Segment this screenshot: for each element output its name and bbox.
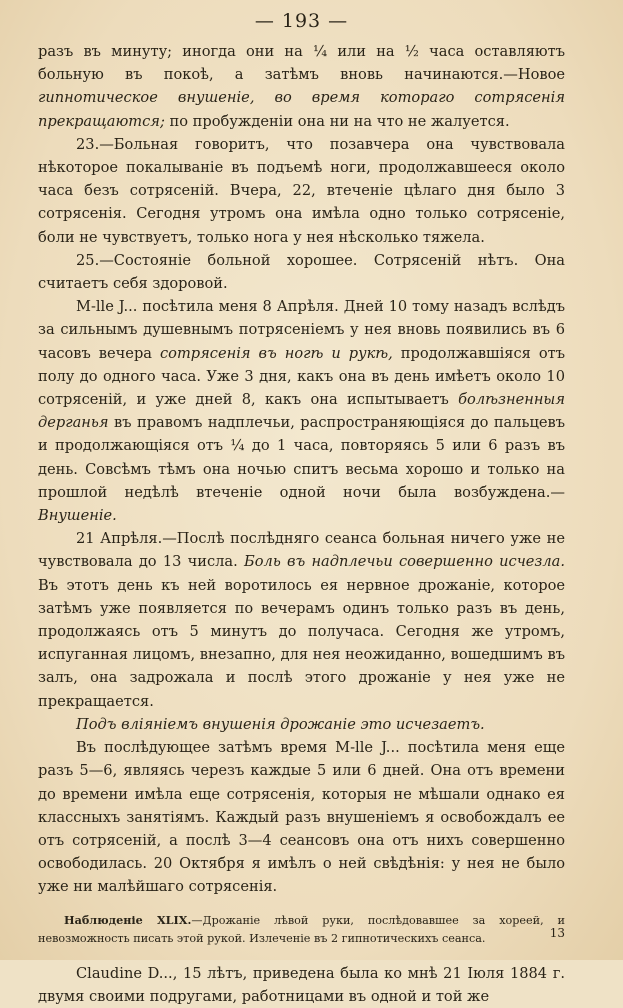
observation-heading bbox=[38, 911, 565, 948]
paragraph-p4 bbox=[38, 295, 565, 527]
signature-mark: 13 bbox=[549, 926, 565, 940]
paragraph-p6 bbox=[38, 713, 565, 736]
text-run: M-lle J... посѣтила меня 8 Апрѣля. Дней 10 тому назадъ вслѣдъ за сильнымъ душевнымъ потрясеніемъ у нея вновь появились въ 6 часовъ вечера bbox=[38, 298, 565, 362]
text-run: по пробужденіи она ни на что не жалуется. bbox=[164, 112, 510, 130]
text-run: Въ послѣдующее затѣмъ время M-lle J... посѣтила меня еще разъ 5—6, являясь черезъ каждые 5 или 6 дней. Она отъ времени до времени имѣла еще сотрясенія, которыя не мѣшали однако ея классныхъ занятіямъ. Каждый разъ внушеніемъ я освобождалъ ее отъ сотрясеній, а послѣ 3—4 сеансовъ она отъ нихъ совершенно освободилась. 20 Октября я имѣлъ о ней свѣдѣнія: у нея не было уже ни малѣйшаго сотрясенія. bbox=[38, 739, 565, 896]
italic-text: сотрясенія въ ногѣ и рукѣ, bbox=[159, 344, 393, 362]
observation-number: Наблюденіе XLIX. bbox=[64, 912, 192, 927]
paragraph-p3 bbox=[38, 249, 565, 295]
page-number: — 193 — bbox=[254, 10, 349, 32]
text-run: въ правомъ надплечьи, распространяющіяся до пальцевъ и продолжающіяся отъ ¼ до 1 часа, повторяясь 5 или 6 разъ въ день. Совсѣмъ тѣмъ она ночью спитъ весьма хорошо и только на прошлой недѣлѣ втеченіе одной ночи была возбуждена.— bbox=[38, 414, 565, 501]
text-run: 21 Апрѣля.—Послѣ послѣдняго сеанса больная ничего уже не чувствовала до 13 числа. bbox=[38, 530, 565, 571]
body-text bbox=[38, 40, 565, 899]
text-run: продолжавшіяся отъ полу до одного часа. Уже 3 дня, какъ она въ день имѣетъ около 10 сотрясеній, и уже дней 8, какъ она испытываетъ bbox=[38, 344, 565, 409]
paragraph-p7 bbox=[38, 736, 565, 898]
final-paragraph: Claudine D..., 15 лѣтъ, приведена была ко мнѣ 21 Іюля 1884 г. двумя своими подругами, работницами въ одной и той же bbox=[38, 964, 565, 1005]
italic-text: болѣзненныя дерганья bbox=[38, 391, 565, 432]
paragraph-p1 bbox=[38, 40, 565, 133]
paragraph-p5 bbox=[38, 527, 565, 713]
italic-text: гипнотическое внушеніе, во время котораго сотрясенія прекращаются; bbox=[38, 89, 565, 130]
text-run: 25.—Состояніе больной хорошее. Сотрясеній нѣтъ. Она считаетъ себя здоровой. bbox=[38, 251, 565, 293]
text-run: разъ въ минуту; иногда они на ¼ или на ½ часа оставляютъ больную въ покоѣ, а затѣмъ вновь начинаются.—Новое bbox=[38, 43, 565, 84]
text-run: Въ этотъ день къ ней воротилось ея нервное дрожаніе, которое затѣмъ уже появляется по вечерамъ одинъ только разъ въ день, продолжаясь отъ 5 минутъ до получаса. Сегодня же утромъ, испуганная лицомъ, внезапно, для нея неожиданно, вошедшимъ въ залъ, она задрожала и послѣ этого дрожаніе у нея уже не прекращается. bbox=[38, 576, 565, 710]
italic-text: Подъ вліяніемъ внушенія дрожаніе это исчезаетъ. bbox=[76, 715, 485, 733]
italic-text: Внушеніе. bbox=[38, 507, 117, 525]
observation-title: —Дрожаніе лѣвой руки, послѣдовавшее за хореей, и невозможность писать этой рукой. Излеченіе въ 2 гипнотическихъ сеанса. bbox=[38, 913, 565, 945]
text-run: 23.—Больная говоритъ, что позавчера она чувствовала нѣкоторое покалываніе въ подъемѣ ноги, продолжавшееся около часа безъ сотрясеній. Вчера, 22, втеченіе цѣлаго дня было 3 сотрясенія. Сегодня утромъ она имѣла одно только сотрясеніе, боли не чувствуетъ, только нога у нея нѣсколько тяжела. bbox=[38, 135, 565, 246]
italic-text: Боль въ надплечьи совершенно исчезла. bbox=[244, 553, 565, 571]
paragraph-p2 bbox=[38, 133, 565, 249]
